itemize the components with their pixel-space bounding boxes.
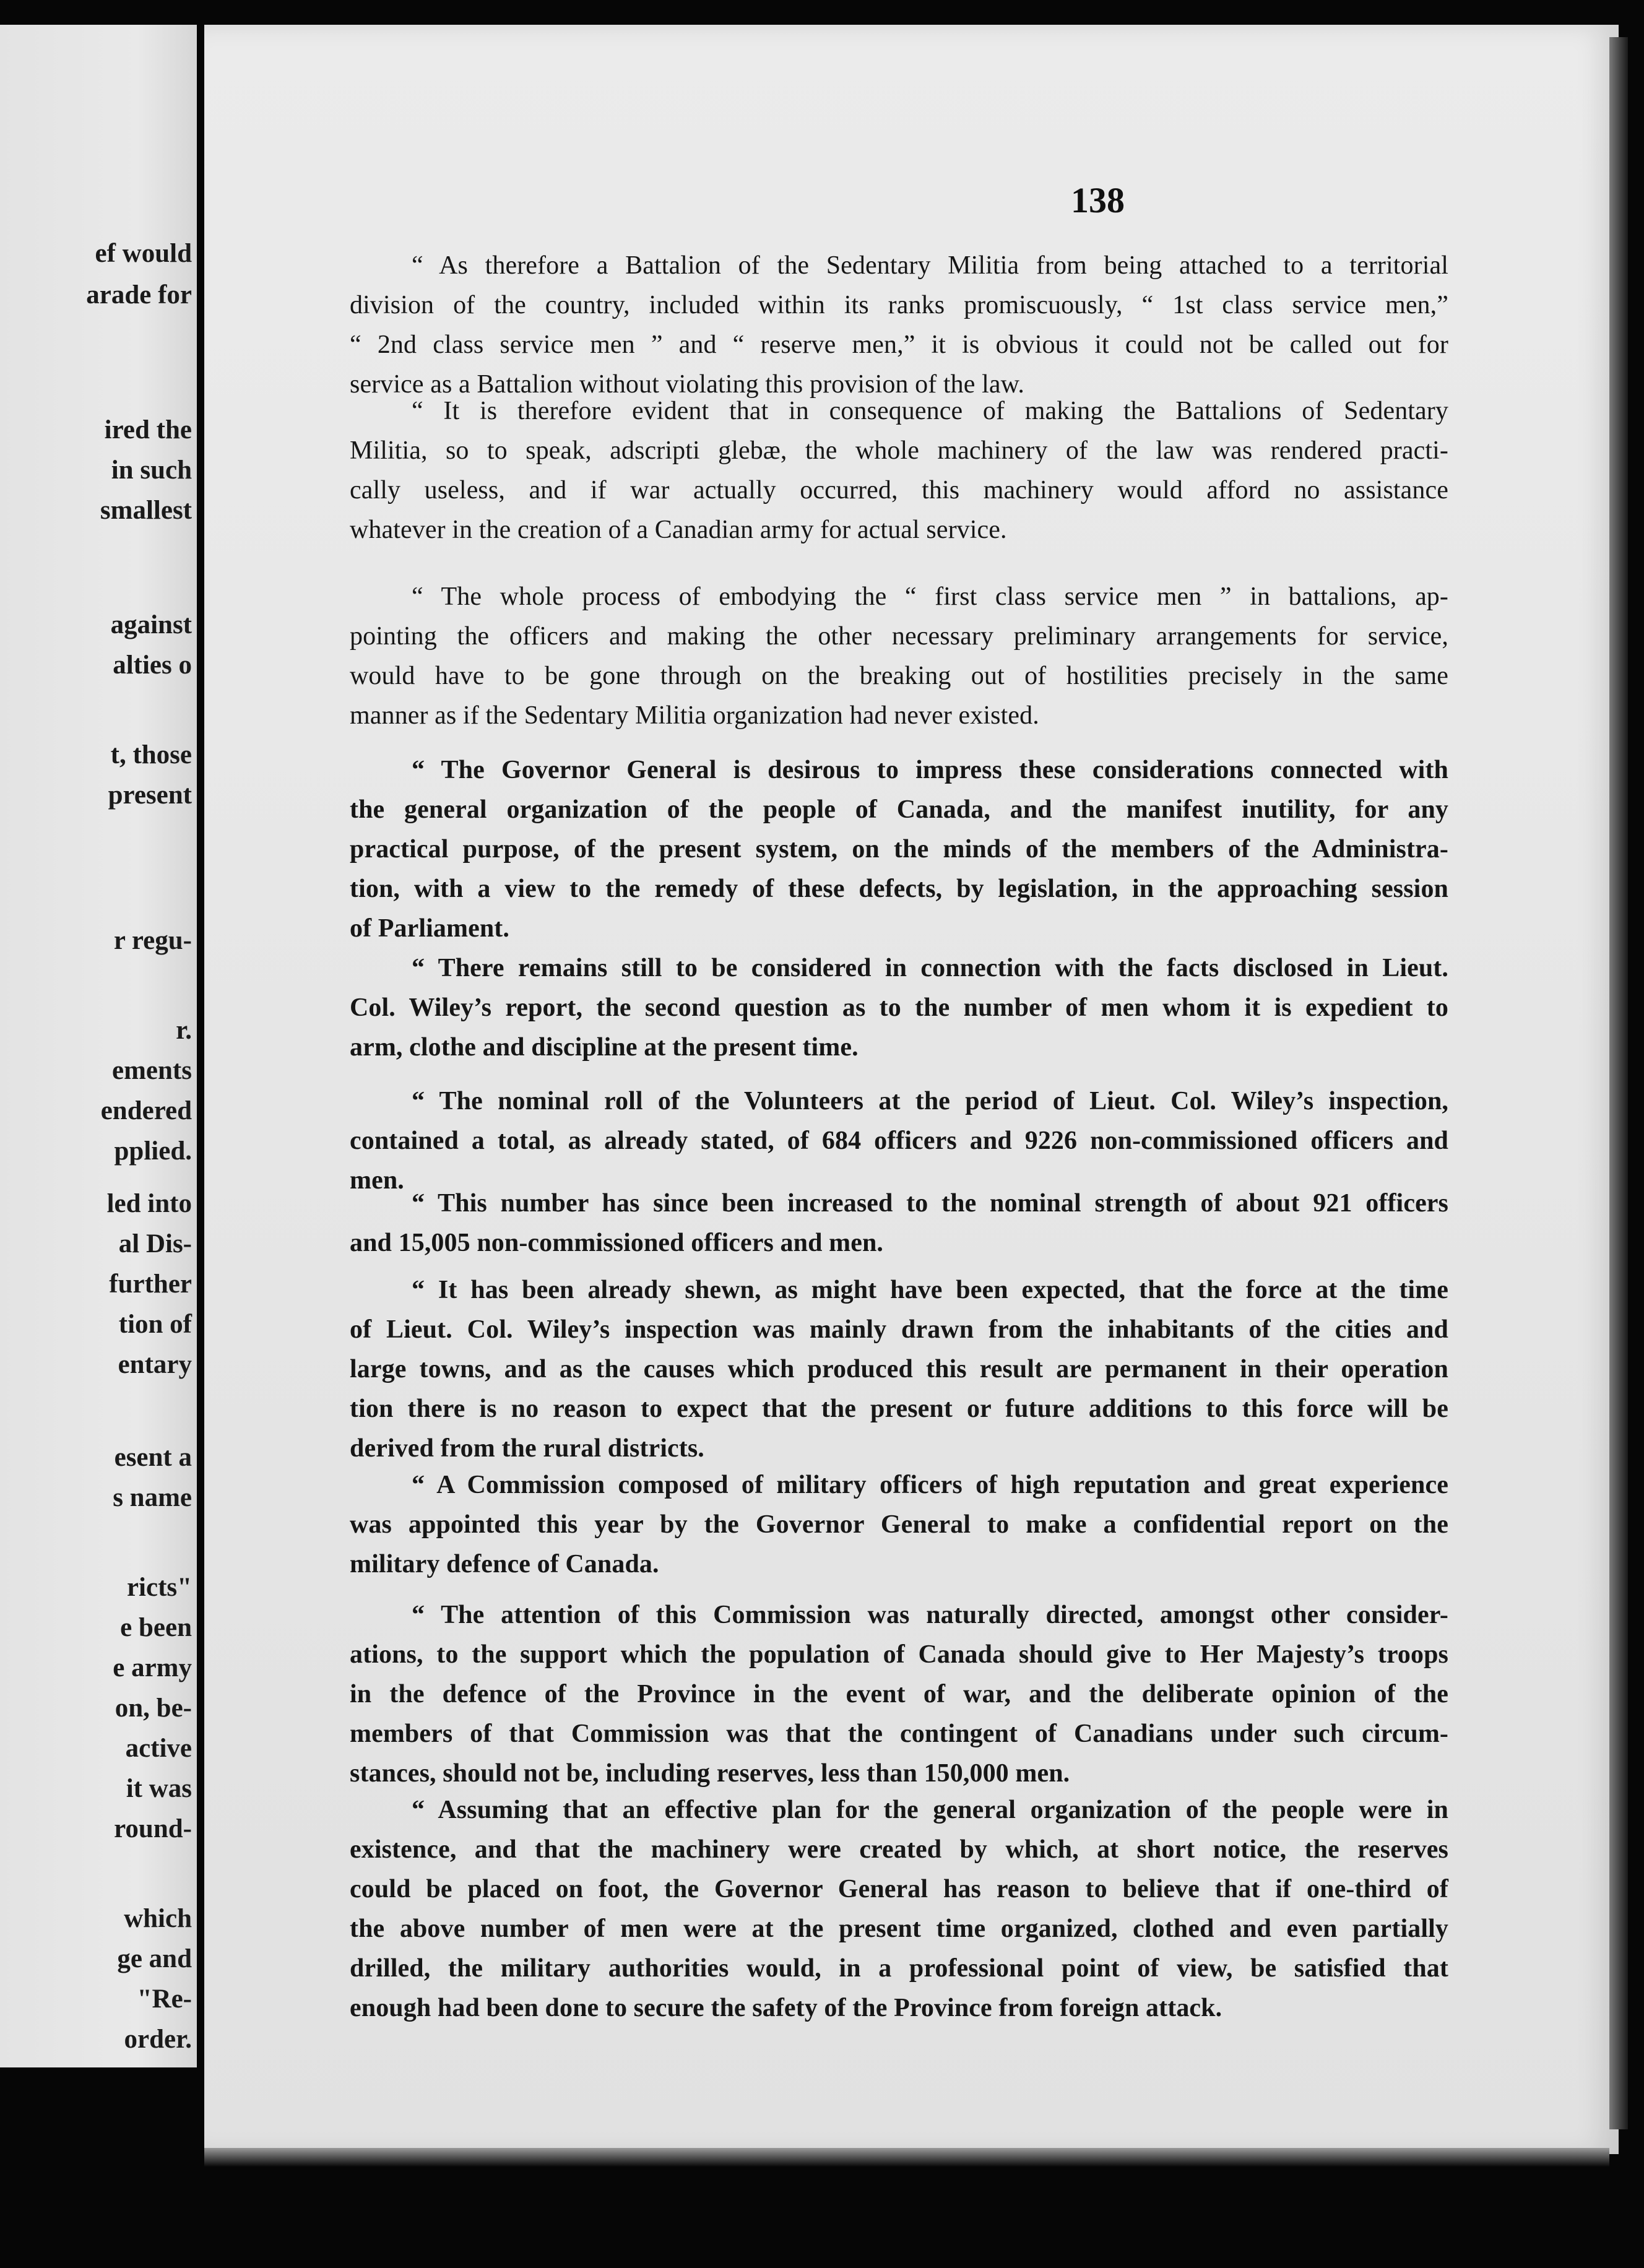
text-line: service as a Battalion without violating this provision of the law. [350, 370, 1024, 399]
text-line: “ The attention of this Commission was naturally directed, amongst other consider- [412, 1601, 1448, 1629]
text-line: would have to be gone through on the breaking out of hostilities precisely in the same [350, 662, 1448, 690]
text-line: whatever in the creation of a Canadian army for actual service. [350, 516, 1007, 544]
left-page-text-line: against [110, 610, 192, 639]
text-line: “ A Commission composed of military officers of high reputation and great experience [412, 1471, 1448, 1499]
text-line: “ This number has since been increased to the nominal strength of about 921 officers [412, 1189, 1448, 1218]
text-line: stances, should not be, including reserves, less than 150,000 men. [350, 1759, 1070, 1788]
text-line: existence, and that the machinery were created by which, at short notice, the reserves [350, 1835, 1448, 1864]
text-line: drilled, the military authorities would, in a professional point of view, be satisfied that [350, 1954, 1448, 1983]
text-line: division of the country, included within its ranks promiscuously, “ 1st class service men,” [350, 291, 1448, 319]
text-line: could be placed on foot, the Governor General has reason to believe that if one-third of [350, 1875, 1448, 1903]
left-page-text-line: on, be- [115, 1694, 192, 1723]
text-line: contained a total, as already stated, of 684 officers and 9226 non-commissioned officers and [350, 1127, 1448, 1155]
left-page-text-line: further [109, 1270, 192, 1299]
text-line: military defence of Canada. [350, 1550, 659, 1578]
text-line: practical purpose, of the present system, on the minds of the members of the Administra- [350, 835, 1448, 863]
left-page-text-line: endered [100, 1096, 192, 1125]
text-line: “ It has been already shewn, as might have been expected, that the force at the time [412, 1276, 1448, 1304]
left-page-text-line: ired the [104, 415, 192, 444]
text-line: “ The whole process of embodying the “ first class service men ” in battalions, ap- [412, 582, 1448, 611]
left-page-text-line: smallest [100, 496, 192, 525]
text-line: ations, to the support which the population of Canada should give to Her Majesty’s troops [350, 1640, 1448, 1669]
left-page-text-line: which [124, 1904, 192, 1933]
left-page-text-line: arade for [86, 280, 192, 309]
text-line: large towns, and as the causes which produced this result are permanent in their operation [350, 1355, 1448, 1383]
text-line: men. [350, 1166, 404, 1195]
text-line: Col. Wiley’s report, the second question as to the number of men whom it is expedient to [350, 993, 1448, 1022]
left-page-text-line: t, those [110, 740, 192, 769]
text-line: “ Assuming that an effective plan for the general organization of the people were in [412, 1796, 1448, 1824]
left-page-text-line: alties o [113, 651, 192, 680]
text-line: “ As therefore a Battalion of the Sedentary Militia from being attached to a territorial [412, 251, 1448, 280]
text-line: “ The Governor General is desirous to impress these considerations connected with [412, 756, 1448, 784]
document-page [204, 25, 1619, 2154]
left-page-text-line: entary [118, 1350, 192, 1379]
left-page-text-line: ricts" [126, 1573, 192, 1602]
text-line: tion there is no reason to expect that the present or future additions to this force will be [350, 1395, 1448, 1423]
text-line: tion, with a view to the remedy of these defects, by legislation, in the approaching session [350, 875, 1448, 903]
text-line: was appointed this year by the Governor General to make a confidential report on the [350, 1510, 1448, 1539]
text-line: manner as if the Sedentary Militia organization had never existed. [350, 701, 1039, 730]
text-line: arm, clothe and discipline at the present time. [350, 1033, 859, 1062]
left-page-text-line: in such [111, 456, 192, 485]
left-page-text-line: e army [113, 1653, 192, 1682]
text-line: cally useless, and if war actually occurred, this machinery would afford no assistance [350, 476, 1448, 504]
text-line: and 15,005 non-commissioned officers and men. [350, 1229, 884, 1257]
left-page-text-line: r regu- [113, 926, 192, 955]
page-edge-shadow [1609, 37, 1628, 2129]
text-line: enough had been done to secure the safety of the Province from foreign attack. [350, 1994, 1222, 2022]
left-page-text-line: pplied. [114, 1136, 192, 1166]
left-page-text-line: ef would [95, 239, 192, 268]
page-bottom-edge [204, 2148, 1609, 2166]
text-line: the above number of men were at the present time organized, clothed and even partially [350, 1915, 1448, 1943]
page-number: 138 [1071, 180, 1125, 220]
left-page-text-line: led into [106, 1189, 192, 1218]
left-page-text-line: s name [113, 1483, 192, 1512]
text-line: of Parliament. [350, 914, 509, 943]
text-line: in the defence of the Province in the event of war, and the deliberate opinion of the [350, 1680, 1448, 1708]
text-line: of Lieut. Col. Wiley’s inspection was mainly drawn from the inhabitants of the cities and [350, 1315, 1448, 1344]
left-page-text-line: esent a [114, 1443, 192, 1472]
text-line: the general organization of the people of Canada, and the manifest inutility, for any [350, 795, 1448, 824]
left-page-text-line: al Dis- [118, 1229, 192, 1258]
text-line: members of that Commission was that the contingent of Canadians under such circum- [350, 1720, 1448, 1748]
text-line: derived from the rural districts. [350, 1434, 704, 1463]
text-line: “ It is therefore evident that in consequence of making the Battalions of Sedentary [412, 397, 1448, 425]
left-page-text-line: "Re- [137, 1984, 192, 2014]
text-line: “ There remains still to be considered in connection with the facts disclosed in Lieut. [412, 954, 1448, 982]
text-line: pointing the officers and making the other necessary preliminary arrangements for service, [350, 622, 1448, 651]
left-page-text-line: order. [124, 2025, 192, 2054]
left-page-text-line: round- [114, 1814, 192, 1843]
text-line: “ 2nd class service men ” and “ reserve men,” it is obvious it could not be called out for [350, 331, 1448, 359]
left-page-text-line: ements [112, 1056, 192, 1085]
left-page-fragment [0, 25, 197, 2067]
left-page-text-line: tion of [118, 1310, 192, 1339]
left-page-text-line: ge and [117, 1944, 192, 1973]
text-line: “ The nominal roll of the Volunteers at the period of Lieut. Col. Wiley’s inspection, [412, 1087, 1448, 1115]
text-line: Militia, so to speak, adscripti glebæ, the whole machinery of the law was rendered practi- [350, 436, 1448, 465]
left-page-text-line: r. [176, 1016, 192, 1045]
left-page-text-line: e been [120, 1613, 192, 1642]
left-page-text-line: active [125, 1734, 192, 1763]
left-page-text-line: it was [126, 1774, 192, 1803]
left-page-text-line: present [108, 781, 192, 810]
